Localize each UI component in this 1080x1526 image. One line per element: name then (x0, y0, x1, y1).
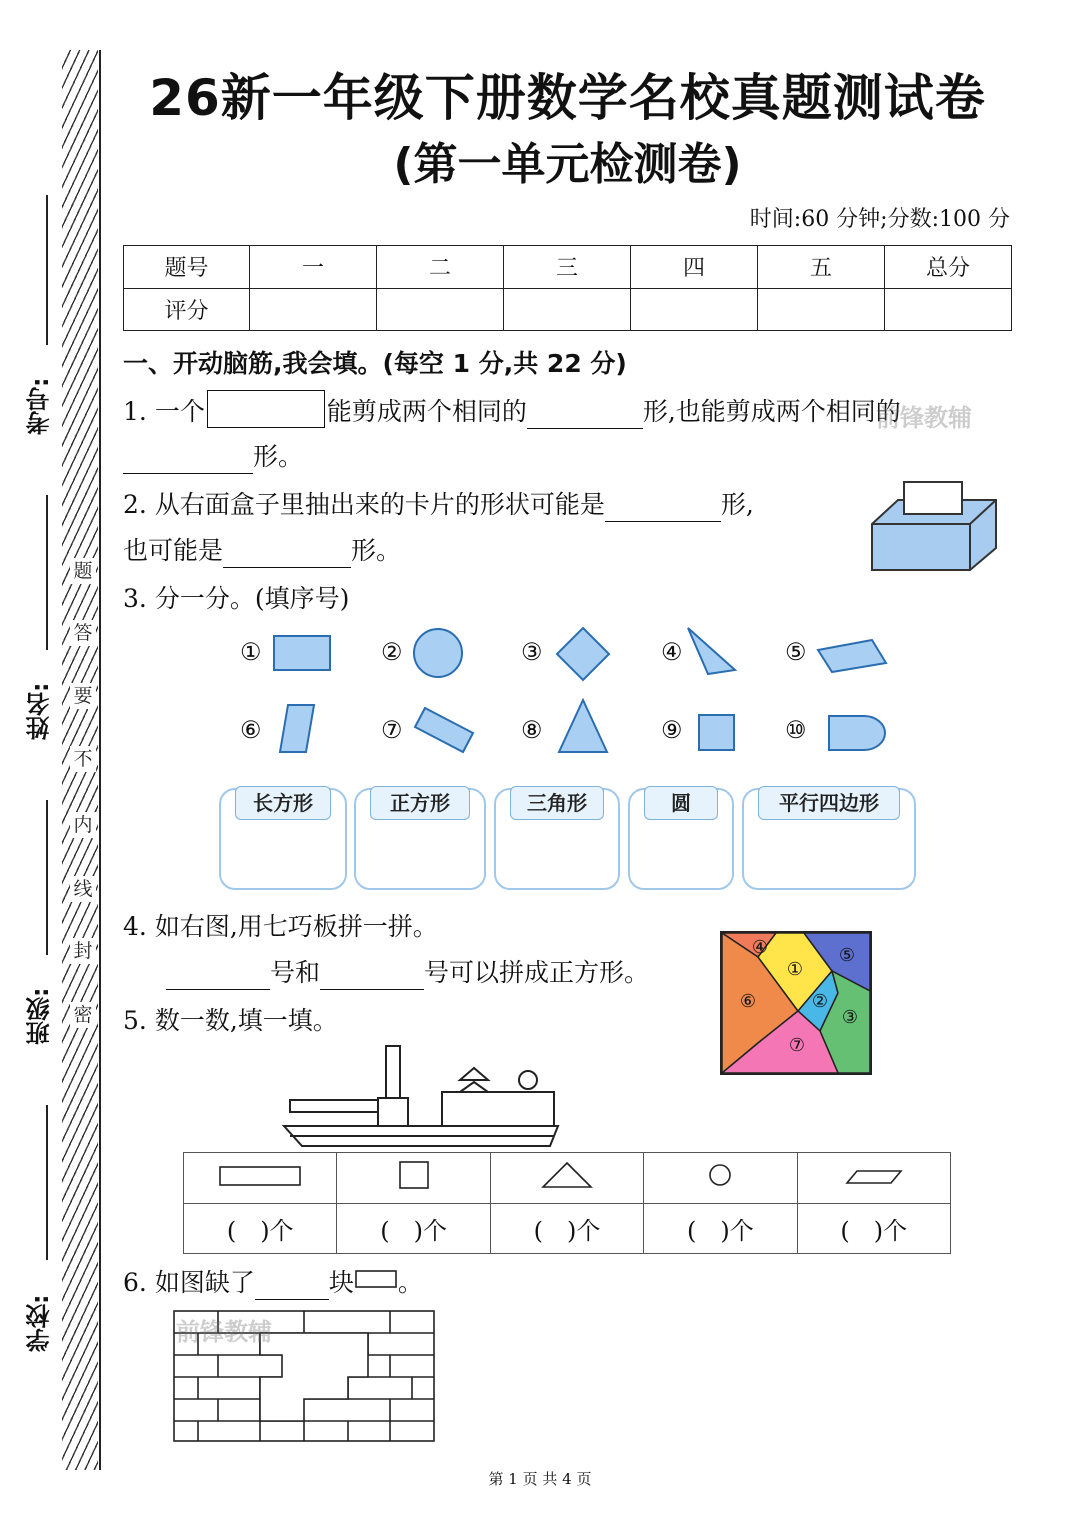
page-title: 26新一年级下册数学名校真题测试卷 (149, 69, 986, 127)
tangram-label-7: ⑦ (788, 1035, 806, 1056)
score-header-cell: 二 (377, 246, 504, 289)
answer-blank[interactable] (320, 961, 424, 990)
watermark: 前锋教辅 (176, 1318, 272, 1346)
score-row-label: 评分 (124, 288, 250, 331)
binding-warning-char: 题 (70, 558, 96, 584)
page-subtitle: (第一单元检测卷) (393, 139, 742, 190)
question-number: 4. (123, 912, 147, 941)
time-score-info: 时间:60 分钟;分数:100 分 (749, 207, 1010, 232)
question-text: 号和 (270, 958, 321, 987)
category-label: 平行四边形 (758, 786, 900, 820)
shape-2-circle (414, 629, 462, 677)
question-4-line2 (166, 956, 649, 990)
ship-figure (280, 1042, 564, 1150)
name-label: 姓名: (26, 682, 54, 740)
tangram-label-1: ① (786, 959, 804, 980)
question-text: 如图缺了 (154, 1268, 255, 1297)
shape-4-triangle (688, 628, 735, 674)
shape-number-8: ⑧ (521, 716, 543, 744)
shape-8-triangle (559, 700, 607, 752)
question-5 (123, 1004, 338, 1038)
question-number: 1. (123, 397, 147, 426)
page-footer: 第 1 页 共 4 页 (488, 1470, 592, 1488)
count-table (183, 1152, 951, 1254)
count-answer-cell[interactable]: ( )个 (797, 1204, 950, 1254)
brick-icon (354, 1269, 398, 1289)
shape-5-parallelogram (818, 640, 886, 672)
question-number: 6. (123, 1268, 147, 1297)
section-title: 一、开动脑筋,我会填。(每空 1 分,共 22 分) (123, 349, 627, 378)
category-box[interactable] (742, 788, 916, 890)
count-answer-row (184, 1204, 951, 1254)
exam-number-label: 考号: (26, 377, 54, 435)
shape-number-3: ③ (521, 638, 543, 666)
category-label: 长方形 (235, 786, 331, 820)
question-text: 一个 (154, 397, 205, 426)
question-text: 形。 (351, 536, 402, 565)
shape-number-10: ⑩ (785, 716, 807, 744)
score-header-cell: 五 (758, 246, 885, 289)
score-header-cell: 总分 (885, 246, 1012, 289)
school-line (46, 1105, 48, 1260)
parallelogram-shape (845, 1168, 903, 1186)
question-text: 能剪成两个相同的 (326, 397, 527, 426)
count-answer-cell[interactable]: ( )个 (644, 1204, 797, 1254)
count-answer-cell[interactable]: ( )个 (490, 1204, 643, 1254)
shape-6-parallelogram (280, 705, 314, 752)
shape-number-4: ④ (661, 638, 683, 666)
question-4 (123, 910, 438, 944)
count-shape-cell (644, 1153, 797, 1204)
binding-warning-char: 不 (70, 746, 96, 772)
class-label: 班级: (26, 987, 54, 1045)
shape-3-square-rotated (557, 628, 609, 680)
count-answer-cell[interactable]: ( )个 (337, 1204, 490, 1254)
question-text: 号可以拼成正方形。 (424, 958, 650, 987)
tangram-label-3: ③ (841, 1007, 859, 1028)
count-shape-cell (797, 1153, 950, 1204)
shape-10-half-round (829, 716, 885, 750)
answer-blank[interactable] (255, 1271, 329, 1300)
question-text: 块 (328, 1268, 354, 1297)
tangram-label-6: ⑥ (739, 991, 757, 1012)
count-shape-cell (337, 1153, 490, 1204)
category-label: 正方形 (370, 786, 470, 820)
question-text: 形, (720, 490, 754, 519)
category-label: 圆 (644, 786, 718, 820)
count-shape-cell (184, 1153, 337, 1204)
square-shape (398, 1160, 430, 1190)
score-header-cell: 三 (504, 246, 631, 289)
question-text: 从右面盒子里抽出来的卡片的形状可能是 (154, 490, 605, 519)
question-text: 形,也能剪成两个相同的 (642, 397, 901, 426)
count-shape-row (184, 1153, 951, 1204)
binding-warning-char: 答 (70, 620, 96, 646)
question-text: 分一分。(填序号) (154, 584, 350, 613)
shape-number-7: ⑦ (381, 716, 403, 744)
shape-number-6: ⑥ (240, 716, 262, 744)
binding-warning-char: 线 (70, 876, 96, 902)
binding-warning-char: 密 (70, 1002, 96, 1028)
shape-number-2: ② (381, 638, 403, 666)
question-text: 如右图,用七巧板拼一拼。 (154, 912, 438, 941)
circle-shape (707, 1162, 733, 1188)
shape-number-5: ⑤ (785, 638, 807, 666)
rectangle-shape (218, 1163, 302, 1187)
answer-blank[interactable] (166, 961, 270, 990)
class-line (46, 800, 48, 955)
question-text: 形。 (253, 442, 304, 471)
question-text: 也可能是 (123, 536, 224, 565)
watermark: 前锋教辅 (876, 404, 972, 432)
category-box[interactable] (628, 788, 734, 890)
count-shape-cell (490, 1153, 643, 1204)
binding-warning-char: 要 (70, 683, 96, 709)
shape-number-1: ① (240, 638, 262, 666)
question-number: 2. (123, 490, 147, 519)
shape-number-9: ⑨ (661, 716, 683, 744)
tangram-figure (720, 931, 872, 1075)
shape-9-square (699, 715, 734, 750)
question-text: 。 (397, 1268, 423, 1297)
tangram-label-2: ② (811, 991, 829, 1012)
tangram-label-4: ④ (751, 937, 769, 958)
question-number: 5. (123, 1006, 147, 1035)
binding-warning-char: 内 (70, 812, 96, 838)
shape-1-rectangle (274, 636, 330, 670)
tangram-label-5: ⑤ (838, 945, 856, 966)
question-6 (123, 1266, 423, 1300)
binding-warning-char: 封 (70, 938, 96, 964)
category-box[interactable] (354, 788, 486, 890)
school-label: 学校: (26, 1294, 54, 1352)
category-box[interactable] (219, 788, 347, 890)
score-header-cell: 一 (250, 246, 377, 289)
shape-7-rectangle-rotated (415, 708, 473, 752)
score-header-cell: 四 (631, 246, 758, 289)
question-number: 3. (123, 584, 147, 613)
category-label: 三角形 (510, 786, 604, 820)
question-text: 数一数,填一填。 (154, 1006, 338, 1035)
count-answer-cell[interactable]: ( )个 (184, 1204, 337, 1254)
category-box[interactable] (494, 788, 620, 890)
score-header-cell: 题号 (124, 246, 250, 289)
triangle-shape (540, 1160, 594, 1190)
